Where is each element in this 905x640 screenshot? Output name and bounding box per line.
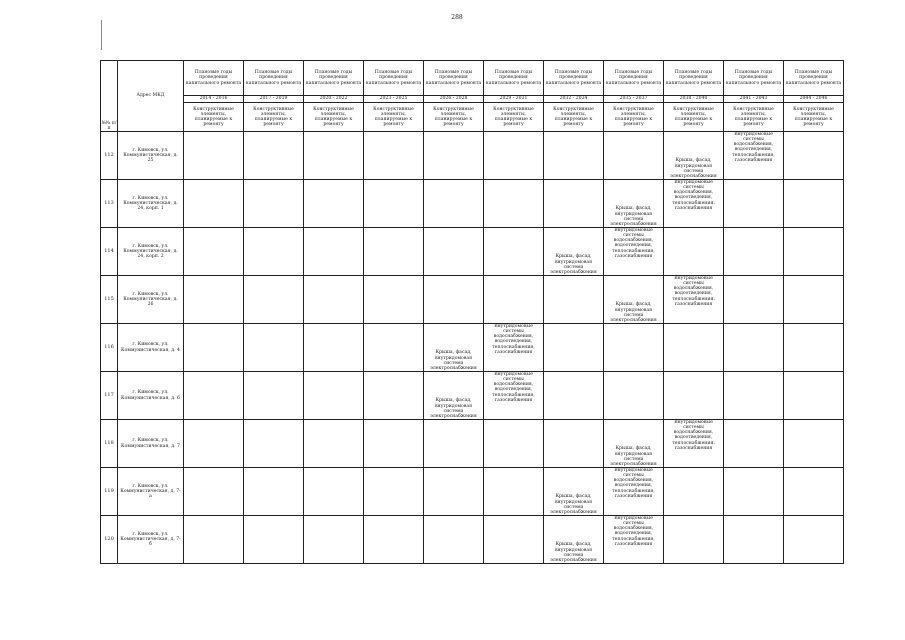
repair-elements-text: Внутридомовые системы водоснабжения, водоотведения, теплоснабжения, газоснабжения [672,276,715,307]
row-number: 116 [101,324,118,372]
repair-elements-cell [544,180,604,228]
address-cell [118,468,184,516]
repair-elements-text: Внутридомовые системы водоснабжения, водоотведения, теплоснабжения, газоснабжения [672,420,715,451]
period-title-header: Плановые годы проведения капитального ремонта [364,61,424,96]
repair-elements-cell [664,132,724,180]
margin-mark [101,20,102,50]
table-row [101,468,844,516]
period-title-header: Плановые годы проведения капитального ремонта [664,61,724,96]
repair-elements-text: Крыша, фасад, внутридомовая система электроснабжения [610,446,657,467]
repair-elements-text: Внутридомовые системы водоснабжения, водоотведения, теплоснабжения, газоснабжения [612,468,655,499]
period-years-header: 2041 - 2043 [724,96,784,103]
repair-elements-cell [424,420,484,468]
table-row [101,276,844,324]
repair-elements-cell [604,276,664,324]
period-title-header: Плановые годы проведения капитального ремонта [424,61,484,96]
repair-elements-cell [784,324,844,372]
repair-elements-cell [724,180,784,228]
repair-elements-cell [784,180,844,228]
address-cell [118,132,184,180]
period-elements-header: Конструктивные элементы, планируемые к ремонту [544,103,604,132]
repair-elements-cell [604,372,664,420]
repair-elements-text: Крыша, фасад, внутридомовая система электроснабжения [610,206,657,227]
period-title-header: Плановые годы проведения капитального ремонта [484,61,544,96]
address-cell [118,516,184,564]
repair-elements-text: Крыша, фасад, внутридомовая система электроснабжения [550,494,597,515]
header-row-years [101,96,844,103]
repair-elements-cell [184,372,244,420]
repair-elements-cell [784,420,844,468]
address-cell [118,276,184,324]
repair-elements-cell [604,468,664,516]
repair-elements-cell [364,516,424,564]
repair-elements-cell [184,276,244,324]
table-row [101,228,844,276]
repair-elements-cell [724,420,784,468]
row-number: 114 [101,228,118,276]
period-years-header: 2029 - 2031 [484,96,544,103]
repair-elements-cell [244,420,304,468]
repair-elements-text: Внутридомовые системы водоснабжения, водоотведения, теплоснабжения, газоснабжения [492,324,535,355]
repair-elements-cell [604,516,664,564]
repair-elements-cell [484,324,544,372]
row-number: 117 [101,372,118,420]
period-elements-header: Конструктивные элементы, планируемые к ремонту [304,103,364,132]
repair-elements-cell [784,276,844,324]
table-row [101,516,844,564]
repair-elements-cell [424,180,484,228]
repair-elements-cell [184,228,244,276]
period-elements-header: Конструктивные элементы, планируемые к ремонту [604,103,664,132]
repair-elements-cell [364,180,424,228]
period-elements-header: Конструктивные элементы, планируемые к ремонту [484,103,544,132]
table-row [101,372,844,420]
repair-elements-text: Крыша, фасад, внутридомовая система электроснабжения [430,398,477,419]
column-header-number: №№ п/п [101,61,118,132]
repair-elements-cell [304,372,364,420]
repair-elements-cell [424,516,484,564]
row-address: г. Кимовск, ул. Коммунистическая, д. 7-б [120,531,181,548]
repair-elements-cell [484,420,544,468]
repair-elements-cell [664,372,724,420]
repair-elements-cell [244,180,304,228]
repair-elements-text: Внутридомовые системы водоснабжения, водоотведения, теплоснабжения, газоснабжения [612,228,655,259]
period-title-header: Плановые годы проведения капитального ремонта [544,61,604,96]
period-years-header: 2020 - 2022 [304,96,364,103]
repair-elements-cell [364,468,424,516]
period-elements-header: Конструктивные элементы, планируемые к ремонту [184,103,244,132]
period-elements-header: Конструктивные элементы, планируемые к ремонту [724,103,784,132]
repair-elements-cell [724,324,784,372]
row-number: 113 [101,180,118,228]
period-title-header: Плановые годы проведения капитального ремонта [304,61,364,96]
repair-elements-cell [184,516,244,564]
repair-elements-cell [304,276,364,324]
repair-elements-cell [604,180,664,228]
header-row-elements [101,103,844,132]
row-address: г. Кимовск, ул. Коммунистическая, д. 26 [123,291,178,308]
repair-elements-cell [244,324,304,372]
period-elements-header: Конструктивные элементы, планируемые к ремонту [424,103,484,132]
column-header-address: Адрес МКД [118,61,184,132]
repair-elements-cell [244,132,304,180]
repair-elements-cell [424,276,484,324]
period-years-header: 2023 - 2025 [364,96,424,103]
repair-elements-cell [304,516,364,564]
repair-elements-cell [424,468,484,516]
period-years-header: 2044 - 2046 [784,96,844,103]
repair-elements-text: Крыша, фасад, внутридомовая система электроснабжения [430,350,477,371]
repair-elements-cell [484,228,544,276]
address-cell [118,228,184,276]
repair-elements-text: Крыша, фасад, внутридомовая система электроснабжения [610,302,657,323]
period-title-header: Плановые годы проведения капитального ремонта [244,61,304,96]
table-row [101,420,844,468]
repair-elements-cell [724,228,784,276]
repair-elements-cell [544,324,604,372]
row-address: г. Кимовск, ул. Коммунистическая, д. 6 [121,390,180,401]
repair-elements-cell [244,276,304,324]
repair-elements-cell [184,132,244,180]
repair-elements-cell [304,132,364,180]
repair-elements-cell [184,468,244,516]
period-elements-header: Конструктивные элементы, планируемые к ремонту [664,103,724,132]
repair-elements-cell [364,324,424,372]
repair-elements-cell [484,372,544,420]
period-title-header: Плановые годы проведения капитального ремонта [184,61,244,96]
period-elements-header: Конструктивные элементы, планируемые к ремонту [364,103,424,132]
repair-elements-cell [244,228,304,276]
period-years-header: 2035 - 2037 [604,96,664,103]
row-address: г. Кимовск, ул. Коммунистическая, д. 24, корп. 1 [123,195,178,212]
repair-elements-cell [244,516,304,564]
repair-elements-cell [364,420,424,468]
repair-elements-cell [784,372,844,420]
repair-elements-cell [304,324,364,372]
table-row [101,324,844,372]
repair-elements-cell [304,180,364,228]
period-title-header: Плановые годы проведения капитального ремонта [724,61,784,96]
repair-elements-cell [364,132,424,180]
repair-elements-cell [484,468,544,516]
period-years-header: 2014 - 2016 [184,96,244,103]
row-address: г. Кимовск, ул. Коммунистическая, д. 24, корп. 2 [123,243,178,260]
address-cell [118,420,184,468]
row-number: 118 [101,420,118,468]
header-row-titles [101,61,844,96]
repair-elements-cell [724,372,784,420]
capital-repair-table [100,60,844,564]
row-number: 115 [101,276,118,324]
repair-elements-cell [604,228,664,276]
row-number: 119 [101,468,118,516]
repair-elements-cell [664,228,724,276]
period-title-header: Плановые годы проведения капитального ремонта [784,61,844,96]
table-row [101,132,844,180]
period-years-header: 2038 - 2040 [664,96,724,103]
repair-elements-cell [184,420,244,468]
repair-elements-text: Внутридомовые системы водоснабжения, водоотведения, теплоснабжения, газоснабжения [732,132,775,163]
row-address: г. Кимовск, ул. Коммунистическая, д. 7 [121,438,180,449]
repair-elements-cell [424,132,484,180]
repair-elements-cell [304,468,364,516]
repair-elements-cell [664,420,724,468]
repair-elements-cell [364,276,424,324]
repair-elements-cell [664,276,724,324]
row-address: г. Кимовск, ул. Коммунистическая, д. 25 [123,147,178,164]
repair-elements-cell [544,132,604,180]
row-number: 112 [101,132,118,180]
row-address: г. Кимовск, ул. Коммунистическая, д. 4 [121,342,180,353]
repair-elements-text: Крыша, фасад, внутридомовая система электроснабжения [550,542,597,563]
repair-elements-cell [664,468,724,516]
repair-elements-cell [484,276,544,324]
repair-elements-cell [484,180,544,228]
repair-elements-cell [304,228,364,276]
period-years-header: 2026 - 2028 [424,96,484,103]
repair-elements-cell [484,132,544,180]
repair-elements-cell [784,132,844,180]
repair-elements-cell [364,228,424,276]
period-elements-header: Конструктивные элементы, планируемые к ремонту [784,103,844,132]
repair-elements-cell [664,180,724,228]
address-cell [118,372,184,420]
repair-elements-cell [724,516,784,564]
repair-elements-cell [244,468,304,516]
repair-elements-cell [664,324,724,372]
repair-elements-cell [544,276,604,324]
repair-elements-text: Внутридомовые системы водоснабжения, водоотведения, теплоснабжения, газоснабжения [672,180,715,211]
repair-elements-text: Крыша, фасад, внутридомовая система электроснабжения [550,254,597,275]
repair-elements-cell [484,516,544,564]
repair-elements-text: Крыша, фасад, внутридомовая система электроснабжения [670,158,717,179]
row-address: г. Кимовск, ул. Коммунистическая, д. 7-а [120,483,181,500]
period-years-header: 2017 - 2019 [244,96,304,103]
period-title-header: Плановые годы проведения капитального ремонта [604,61,664,96]
repair-elements-cell [544,372,604,420]
repair-elements-cell [724,132,784,180]
repair-elements-cell [664,516,724,564]
repair-elements-cell [604,420,664,468]
repair-elements-cell [784,468,844,516]
page-number: 288 [451,14,463,21]
repair-elements-cell [724,468,784,516]
repair-elements-cell [784,516,844,564]
repair-elements-cell [604,324,664,372]
repair-elements-text: Внутридомовые системы водоснабжения, водоотведения, теплоснабжения, газоснабжения [492,372,535,403]
repair-elements-cell [544,468,604,516]
repair-elements-cell [304,420,364,468]
repair-elements-cell [424,228,484,276]
repair-elements-cell [724,276,784,324]
repair-elements-cell [184,180,244,228]
period-years-header: 2032 - 2034 [544,96,604,103]
repair-elements-cell [544,516,604,564]
repair-elements-cell [184,324,244,372]
repair-elements-cell [244,372,304,420]
address-cell [118,180,184,228]
repair-elements-cell [364,372,424,420]
repair-elements-cell [424,372,484,420]
address-cell [118,324,184,372]
repair-elements-text: Внутридомовые системы водоснабжения, водоотведения, теплоснабжения, газоснабжения [612,516,655,547]
repair-elements-cell [784,228,844,276]
row-number: 120 [101,516,118,564]
repair-elements-cell [544,228,604,276]
period-elements-header: Конструктивные элементы, планируемые к ремонту [244,103,304,132]
repair-elements-cell [604,132,664,180]
table-row [101,180,844,228]
repair-elements-cell [544,420,604,468]
repair-elements-cell [424,324,484,372]
